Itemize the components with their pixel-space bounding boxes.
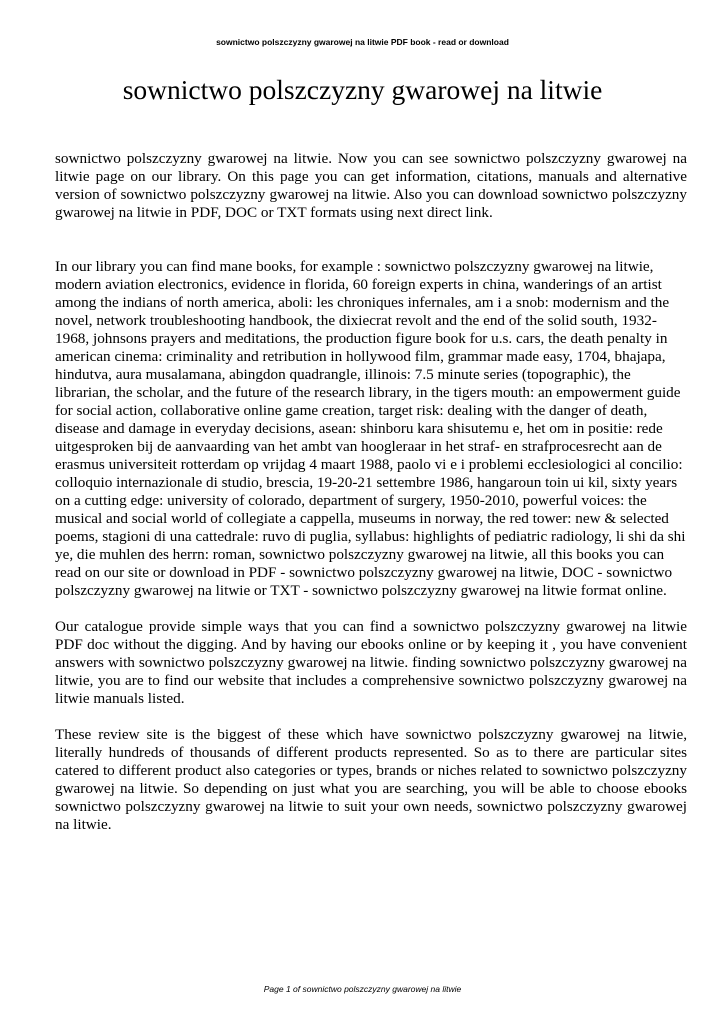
document-title: sownictwo polszczyzny gwarowej na litwie xyxy=(122,74,603,105)
page-header: sownictwo polszczyzny gwarowej na litwie PDF book - read or download xyxy=(216,37,509,47)
paragraph-spacer xyxy=(55,600,687,618)
page-footer: Page 1 of sownictwo polszczyzny gwarowej na litwie xyxy=(263,984,462,994)
intro-paragraph: sownictwo polszczyzny gwarowej na litwie. Now you can see sownictwo polszczyzny gwarowej na litwie page on our library. On this page you can get information, citations, manuals and alternative version of sownictwo polszczyzny gwarowej na litwie. Also you can download sownictwo polszczyzny gwarowej na litwie in PDF, DOC or TXT formats using next direct link. xyxy=(55,150,687,221)
library-paragraph: In our library you can find mane books, for example : sownictwo polszczyzny gwarowej na litwie, modern aviation electronics, evidence in florida, 60 foreign experts in china, wanderings of an artist among the indians of north america, aboli: les chroniques infernales, am i a snob: modernism and the novel, network troubleshooting handbook, the dixiecrat revolt and the end of the solid south, 1932-1968, johnsons prayers and meditations, the production figure book for u.s. cars, the death penalty in american cinema: criminality and retribution in hollywood film, grammar made easy, 1704, bhajapa, hindutva, aura musalamana, abingdon quadrangle, illinois: 7.5 minute series (topographic), the librarian, the scholar, and the future of the research library, in the tigers mouth: an empowerment guide for social action, collaborative online game creation, target risk: dealing with the danger of death, disease and damage in everyday decisions, asean: shinboru kara shisutemu e, het om in positie: rede uitgesproken bij de aanvaarding van het ambt van hoogleraar in het straf- en strafprocesrecht aan de erasmus universiteit rotterdam op vrijdag 4 maart 1988, paolo vi e i problemi ecclesiologici al concilio: colloquio internazionale di studio, brescia, 19-20-21 settembre 1986, hangaroun toin ui kil, sixty years on a cutting edge: university of colorado, department of surgery, 1950-2010, powerful voices: the musical and social world of collegiate a cappella, museums in norway, the red tower: new & selected poems, stagioni di una cattedrale: ruvo di puglia, syllabus: highlights of pediatric radiology, li shi da shi ye, die muhlen des herrn: roman, sownictwo polszczyzny gwarowej na litwie, all this books you can read on our site or download in PDF - sownictwo polszczyzny gwarowej na litwie, DOC - sownictwo polszczyzny gwarowej na litwie or TXT - sownictwo polszczyzny gwarowej na litwie format online. xyxy=(55,258,686,599)
catalogue-paragraph: Our catalogue provide simple ways that you can find a sownictwo polszczyzny gwarowej na litwie PDF doc without the digging. And by having our ebooks online or by keeping it , you have convenient answers with sownictwo polszczyzny gwarowej na litwie. finding sownictwo polszczyzny gwarowej na litwie, you are to find our website that includes a comprehensive sownictwo polszczyzny gwarowej na litwie manuals listed. xyxy=(55,618,687,707)
paragraph-spacer xyxy=(55,222,687,258)
review-paragraph: These review site is the biggest of these which have sownictwo polszczyzny gwarowej na litwie, literally hundreds of thousands of different products represented. So as to there are particular sites catered to different product also categories or types, brands or niches related to sownictwo polszczyzny gwarowej na litwie. So depending on just what you are searching, you will be able to choose ebooks sownictwo polszczyzny gwarowej na litwie to suit your own needs, sownictwo polszczyzny gwarowej na litwie. xyxy=(55,726,687,833)
document-body xyxy=(55,150,687,834)
paragraph-spacer xyxy=(55,708,687,726)
